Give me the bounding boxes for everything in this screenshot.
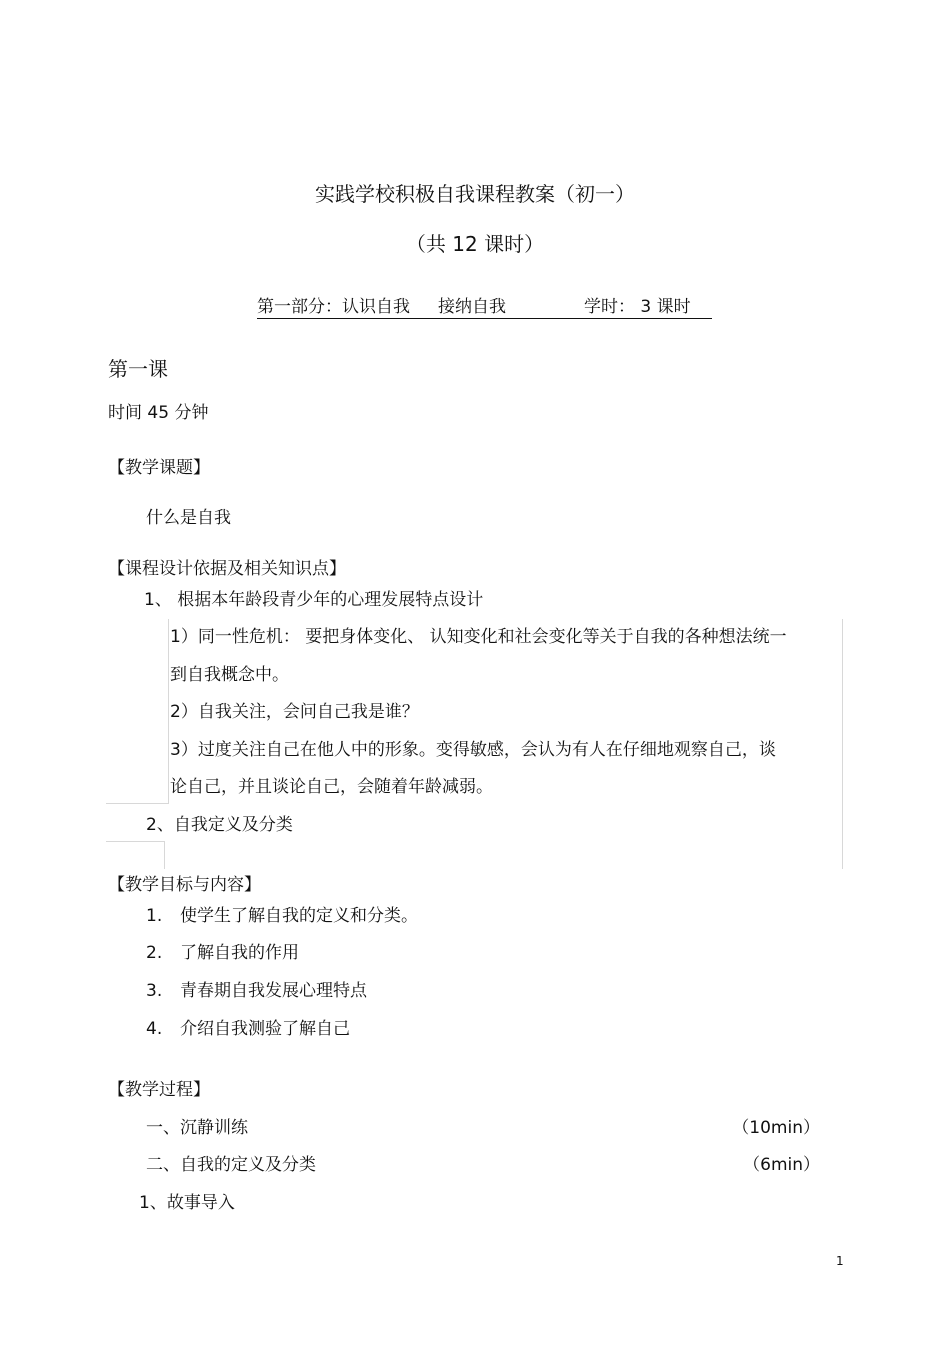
document-subtitle: （共 12 课时） bbox=[405, 232, 545, 256]
process-step-duration: （6min） bbox=[743, 1155, 820, 1175]
part-label-2: 接纳自我 bbox=[438, 297, 506, 317]
basis-item-1: 1、 根据本年龄段青少年的心理发展特点设计 bbox=[144, 590, 484, 610]
box-line-low-v bbox=[164, 841, 165, 869]
goals-header: 【教学目标与内容】 bbox=[108, 875, 261, 895]
lesson-title: 第一课 bbox=[108, 357, 168, 381]
basis-sub-1-line-1: 1）同一性危机： 要把身体变化、 认知变化和社会变化等关于自我的各种想法统一 bbox=[170, 627, 787, 647]
goal-text: 使学生了解自我的定义和分类。 bbox=[180, 906, 418, 926]
topic-text: 什么是自我 bbox=[146, 508, 231, 528]
process-sub-1: 1、故事导入 bbox=[139, 1193, 235, 1213]
process-header: 【教学过程】 bbox=[108, 1080, 210, 1100]
goal-text: 了解自我的作用 bbox=[180, 943, 299, 963]
box-line-right bbox=[842, 619, 843, 869]
goal-text: 介绍自我测验了解自己 bbox=[180, 1019, 350, 1039]
goal-number: 1. bbox=[146, 906, 163, 926]
goal-number: 4. bbox=[146, 1019, 163, 1039]
basis-header: 【课程设计依据及相关知识点】 bbox=[108, 559, 346, 579]
goal-number: 3. bbox=[146, 981, 163, 1001]
goal-number: 2. bbox=[146, 943, 163, 963]
part-hours: 学时： 3 课时 bbox=[584, 297, 691, 317]
part-underline bbox=[257, 318, 712, 319]
box-line-mid bbox=[106, 803, 168, 804]
time-line: 时间 45 分钟 bbox=[108, 403, 209, 423]
process-step-label: 一、沉静训练 bbox=[146, 1118, 248, 1138]
part-label: 第一部分：认识自我 bbox=[257, 297, 410, 317]
basis-sub-3-line-2: 论自己，并且谈论自己，会随着年龄减弱。 bbox=[170, 777, 493, 797]
box-line-left bbox=[168, 619, 169, 804]
process-step-duration: （10min） bbox=[732, 1118, 820, 1138]
basis-sub-1-line-2: 到自我概念中。 bbox=[170, 665, 289, 685]
topic-header: 【教学课题】 bbox=[108, 458, 210, 478]
goal-text: 青春期自我发展心理特点 bbox=[180, 981, 367, 1001]
box-line-low bbox=[106, 841, 164, 842]
basis-sub-3-line-1: 3）过度关注自己在他人中的形象。变得敏感，会认为有人在仔细地观察自己，谈 bbox=[170, 740, 776, 760]
page-number: 1 bbox=[836, 1254, 844, 1268]
basis-sub-2: 2）自我关注，会问自己我是谁？ bbox=[170, 702, 419, 722]
basis-item-2: 2、自我定义及分类 bbox=[146, 815, 293, 835]
document-title: 实践学校积极自我课程教案（初一） bbox=[315, 182, 635, 206]
process-step-label: 二、自我的定义及分类 bbox=[146, 1155, 316, 1175]
